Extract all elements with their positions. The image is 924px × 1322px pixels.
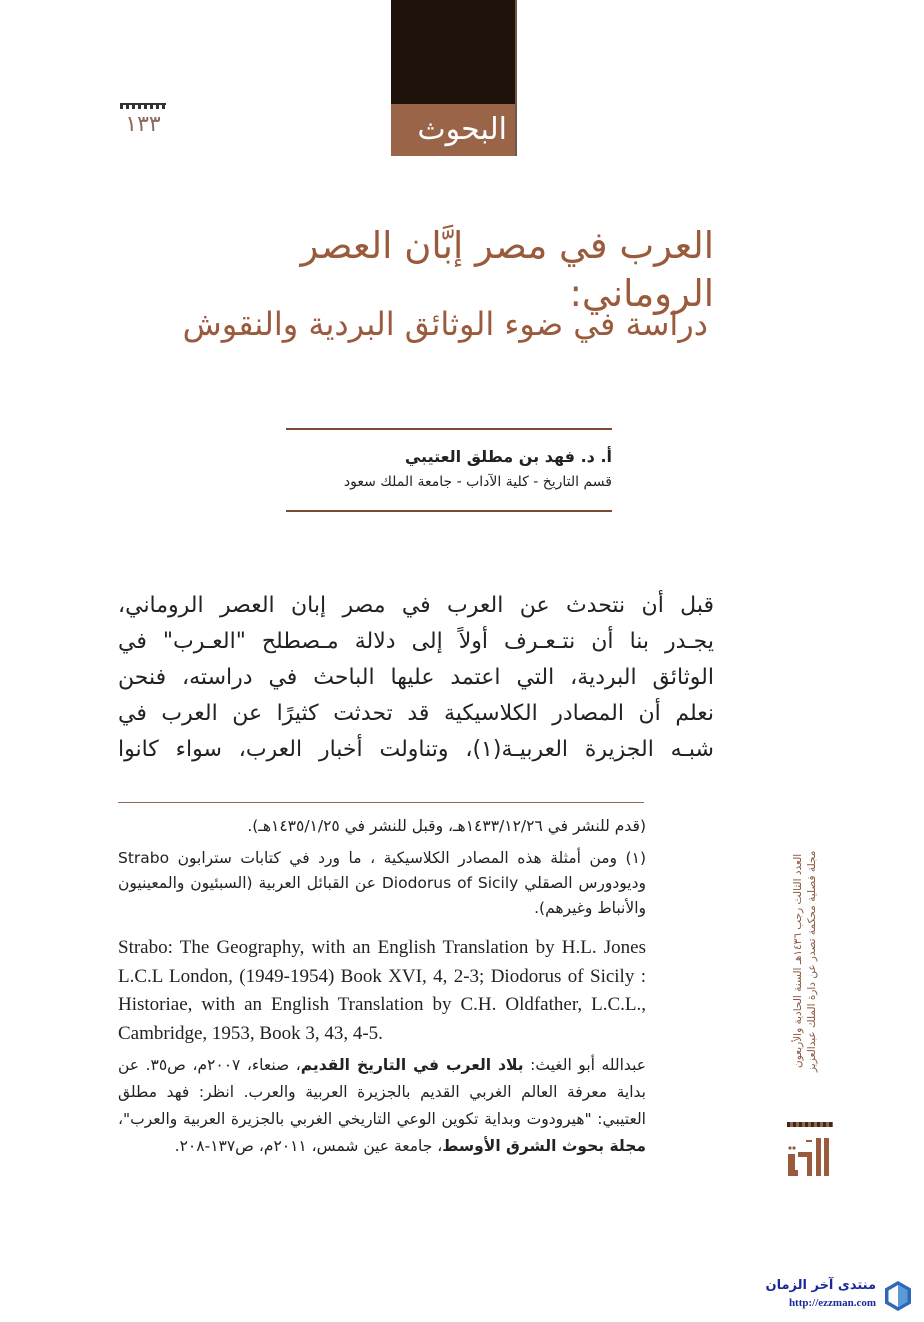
- forum-watermark: [748, 1278, 916, 1318]
- ref-book-title: بلاد العرب في التاريخ القديم: [300, 1056, 524, 1074]
- darah-logo: [784, 1132, 836, 1184]
- journal-info-vertical: [780, 826, 832, 1096]
- watermark-name: منتدى آخر الزمان: [765, 1278, 876, 1293]
- body-line: يجـدر بنا أن نتـعـرف أولاً إلى دلالة مـصطلح "العـرب" في: [118, 629, 714, 654]
- page-number: ١٣٣: [125, 112, 161, 137]
- ref-journal-title: مجلة بحوث الشرق الأوسط: [442, 1137, 646, 1155]
- ref-text: ، صنعاء، ٢٠٠٧م، ص٣٥. عن بداية معرفة العالم الغربي القديم بالجزيرة العربية والعرب. انظر: فهد مطلق العتيبي: "هيرودوت وبداية تكوين الوعي التاريخي الغربي بالجزيرة العربية والعرب"،: [118, 1056, 646, 1128]
- ref-text: ، جامعة عين شمس، ٢٠١١م، ص١٣٧-٢٠٨.: [174, 1137, 443, 1155]
- body-line: الوثائق البردية، التي اعتمد عليها الباحث في دراسته، فنحن: [118, 665, 714, 690]
- body-line: نعلم أن المصادر الكلاسيكية قد تحدثت كثيرًا عن العرب في: [118, 701, 714, 726]
- section-tab: [391, 0, 517, 156]
- author-name: أ. د. فهد بن مطلق العتيبي: [404, 447, 612, 466]
- body-line: قبل أن نتحدث عن العرب في مصر إبان العصر الروماني،: [118, 593, 714, 618]
- article-title: العرب في مصر إبَّان العصر الروماني:: [300, 224, 714, 315]
- article-subtitle: دراسة في ضوء الوثائق البردية والنقوش: [182, 305, 708, 343]
- body-line: شبـه الجزيرة العربيـة(١)، وتناولت أخبار العرب، سواء كانوا: [118, 737, 714, 762]
- darah-logo-icon: [784, 1132, 836, 1184]
- journal-line-2: العدد الثالث رجب ١٤٣٦هـ السنة الحادية والأربعون: [792, 853, 804, 1069]
- footnote-1-english: Strabo: The Geography, with an English Translation by H.L. Jones L.C.L London, (1949-1954) Book XVI, 4, 2-3; Diodorus of Sicily : Historiae, with an English Translation by C.H. Oldfather, L.C.L., Cambridge, 1953, Book 3, 43, 4-5.: [118, 937, 646, 1044]
- author-bottom-rule: [286, 510, 612, 512]
- author-affiliation: قسم التاريخ - كلية الآداب - جامعة الملك سعود: [343, 474, 612, 490]
- page-number-ornament: [120, 103, 166, 109]
- body-paragraph: [118, 588, 714, 768]
- author-top-rule: [286, 428, 612, 430]
- footnote-divider: [118, 802, 644, 803]
- ref-text: عبدالله أبو الغيث:: [523, 1056, 646, 1074]
- hexagon-logo-icon: [882, 1280, 914, 1312]
- logo-ornament: [787, 1122, 833, 1127]
- footnote-1-reference: [118, 1052, 646, 1160]
- section-label: البحوث: [391, 104, 515, 156]
- watermark-url: http://ezzman.com: [788, 1297, 876, 1309]
- journal-line-1: مجلة فصلية محكمة تصدر عن دارة الملك عبدالعزيز: [806, 850, 818, 1072]
- footnote-1-arabic: (١) ومن أمثلة هذه المصادر الكلاسيكية ، ما ورد في كتابات سترابون Strabo وديودورس الصقلي Diodorus of Sicily عن القبائل العربية (السبئيون والمعينيون والأنباط وغيرهم).: [118, 849, 646, 917]
- footnote-submission: (قدم للنشر في ١٤٣٣/١٢/٢٦هـ، وقبل للنشر في ١٤٣٥/١/٢٥هـ).: [247, 817, 646, 835]
